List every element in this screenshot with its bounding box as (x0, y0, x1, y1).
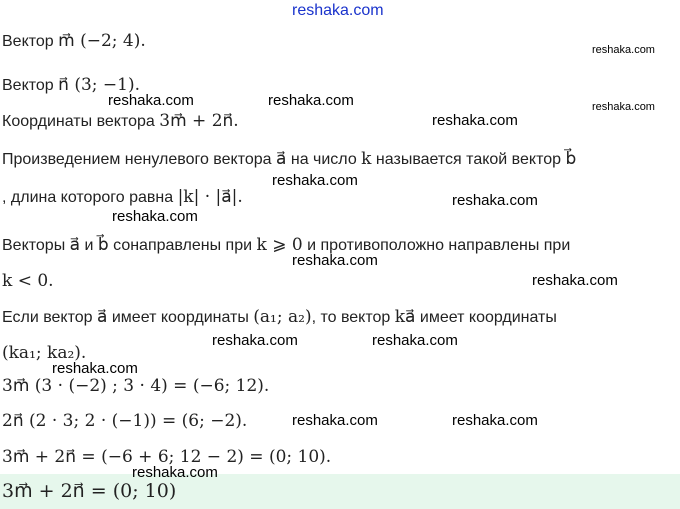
line-text: сонаправлены при (108, 237, 257, 254)
header-watermark: reshaka.com (292, 2, 384, 19)
math-expression: (ka₁; ka₂). (2, 343, 87, 363)
math-expression: |k| · |a⃗|. (177, 187, 243, 207)
watermark: reshaka.com (592, 44, 655, 56)
math-answer: 3m⃗ + 2n⃗ = (0; 10) (2, 480, 177, 502)
line-text: на число (286, 151, 362, 168)
math-expression: n⃗ (3; −1). (58, 75, 140, 95)
line-text: , то вектор (311, 309, 395, 326)
watermark: reshaka.com (432, 112, 518, 129)
line-vector-m (2, 30, 146, 53)
watermark: reshaka.com (52, 360, 138, 377)
math-vector-a: a⃗ (69, 235, 81, 255)
line-direction (2, 234, 570, 257)
line-calc-3m (2, 375, 269, 398)
line-coordinates-rule (2, 306, 557, 329)
math-coordinates: (a₁; a₂) (253, 307, 312, 327)
math-expression: k < 0. (2, 271, 54, 291)
line-definition-2 (2, 186, 243, 209)
line-text: Векторы (2, 237, 70, 254)
math-vector-a: a⃗ (97, 307, 108, 327)
math-vector-b: b⃗ (97, 235, 109, 255)
math-vector-ka: ka⃗ (394, 307, 416, 327)
math-expression: 3m⃗ + 2n⃗ = (−6 + 6; 12 − 2) = (0; 10). (2, 447, 332, 467)
line-text: Вектор (2, 33, 59, 50)
line-definition-1 (2, 148, 576, 171)
line-text: и противоположно направлены при (302, 237, 571, 254)
line-text: , длина которого равна (2, 189, 178, 206)
line-task (2, 110, 239, 133)
watermark: reshaka.com (272, 172, 358, 189)
line-condition (2, 270, 54, 293)
line-text: Вектор (2, 77, 59, 94)
math-vector-b: b⃗ (565, 149, 577, 169)
watermark: reshaka.com (372, 332, 458, 349)
watermark: reshaka.com (452, 412, 538, 429)
answer-line (2, 480, 176, 504)
watermark: reshaka.com (592, 101, 655, 113)
line-text: Произведением ненулевого вектора (2, 151, 276, 168)
line-text: имеет координаты (107, 309, 254, 326)
math-condition: k ⩾ 0 (256, 235, 303, 255)
watermark: reshaka.com (108, 92, 194, 109)
watermark: reshaka.com (292, 252, 378, 269)
line-text: называется такой вектор (371, 151, 566, 168)
watermark: reshaka.com (212, 332, 298, 349)
line-text: Координаты вектора (2, 113, 160, 130)
math-expression: 3m⃗ + 2n⃗. (159, 111, 239, 131)
math-expression: m⃗ (−2; 4). (58, 31, 146, 51)
watermark: reshaka.com (132, 464, 218, 481)
watermark: reshaka.com (268, 92, 354, 109)
watermark: reshaka.com (292, 412, 378, 429)
watermark: reshaka.com (452, 192, 538, 209)
math-k: k (361, 149, 372, 169)
watermark: reshaka.com (532, 272, 618, 289)
line-calc-2n (2, 410, 247, 433)
math-vector-a: a⃗ (275, 149, 287, 169)
watermark: reshaka.com (112, 208, 198, 225)
line-text: имеет координаты (415, 309, 557, 326)
answer-box (0, 474, 680, 509)
math-expression: 2n⃗ (2 · 3; 2 · (−1)) = (6; −2). (2, 411, 248, 431)
line-text: и (80, 237, 98, 254)
line-text: Если вектор (2, 309, 97, 326)
math-expression: 3m⃗ (3 · (−2) ; 3 · 4) = (−6; 12). (2, 376, 270, 396)
